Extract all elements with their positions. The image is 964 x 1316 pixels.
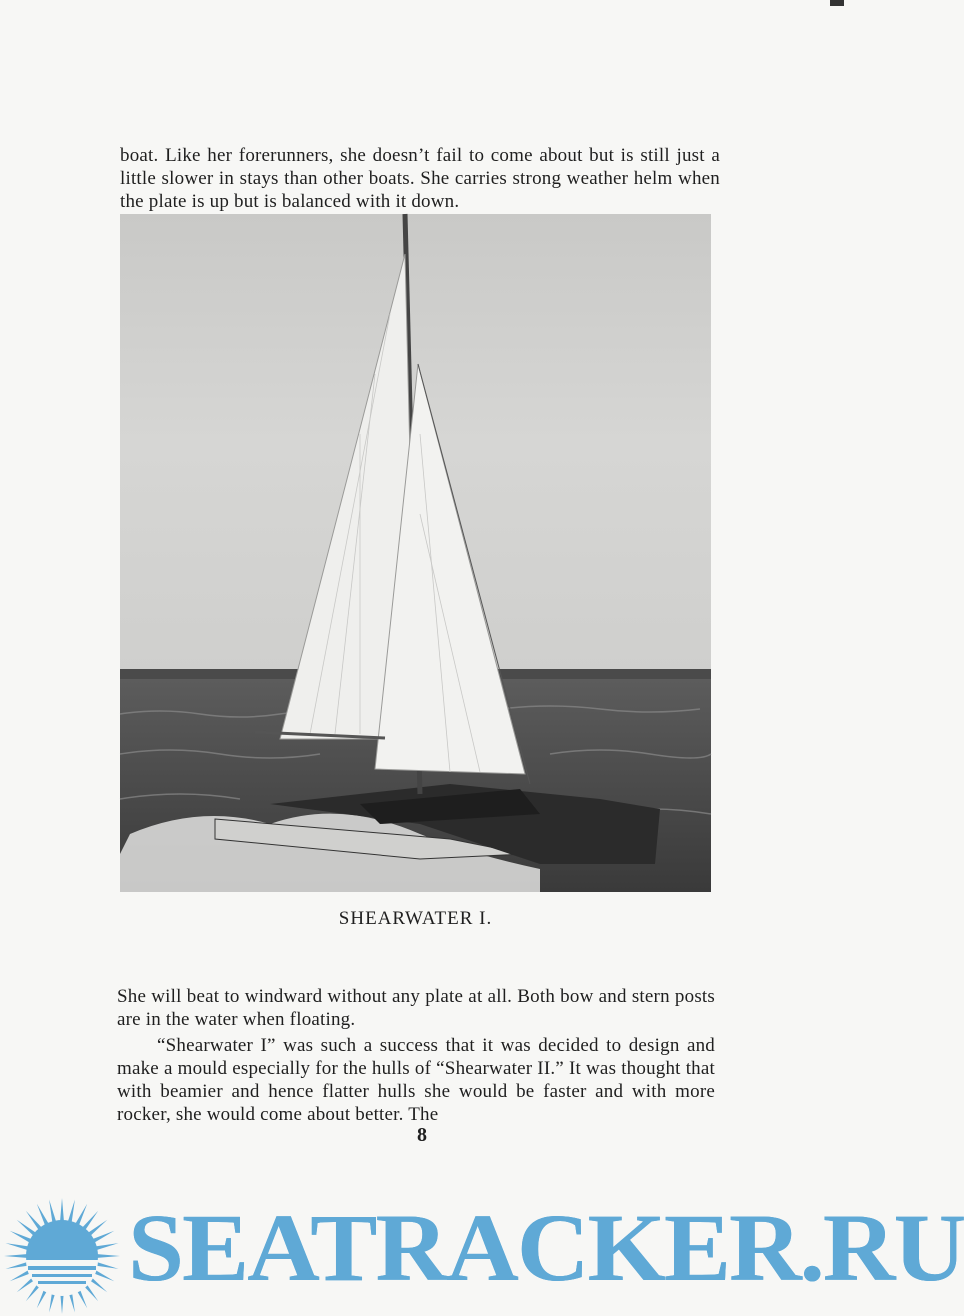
sun-ray — [95, 1262, 119, 1269]
page-edge-mark — [830, 0, 844, 6]
photo-caption: SHEARWATER I. — [338, 908, 493, 929]
paragraph-top: boat. Like her forerunners, she doesn’t fail to come about but is still just a little slower in stays than other boats. She carries strong weather helm when the plate is up but is balanced with it down. — [120, 145, 720, 212]
sun-ray — [49, 1200, 56, 1224]
sun-ray — [68, 1200, 75, 1224]
sun-ray — [4, 1254, 28, 1258]
sun-ray — [6, 1243, 30, 1250]
sun-ray — [37, 1204, 49, 1227]
sun-ray — [95, 1243, 119, 1250]
sun-ray — [92, 1231, 115, 1243]
sun-ray — [75, 1204, 87, 1227]
paragraph-2: “Shearwater I” was such a success that it was decided to design and make a mould especially for the hulls of “Shearwater II.” It was thought that with beamier and hence flatter hulls she would be faster and with more rocker, she would come about better. The — [117, 1035, 715, 1125]
watermark-text: SEATRACKER.RU — [128, 1194, 964, 1301]
paragraph-1: She will beat to windward without any plate at all. Both bow and stern posts are in the water when floating. — [117, 986, 715, 1030]
page-number: 8 — [417, 1124, 427, 1146]
photo-shearwater — [120, 214, 711, 892]
sun-ray — [6, 1262, 30, 1269]
sun-ray — [10, 1231, 33, 1243]
sun-ray — [96, 1254, 120, 1258]
sun-ray — [60, 1198, 64, 1222]
sun-burst-icon — [4, 1198, 120, 1314]
